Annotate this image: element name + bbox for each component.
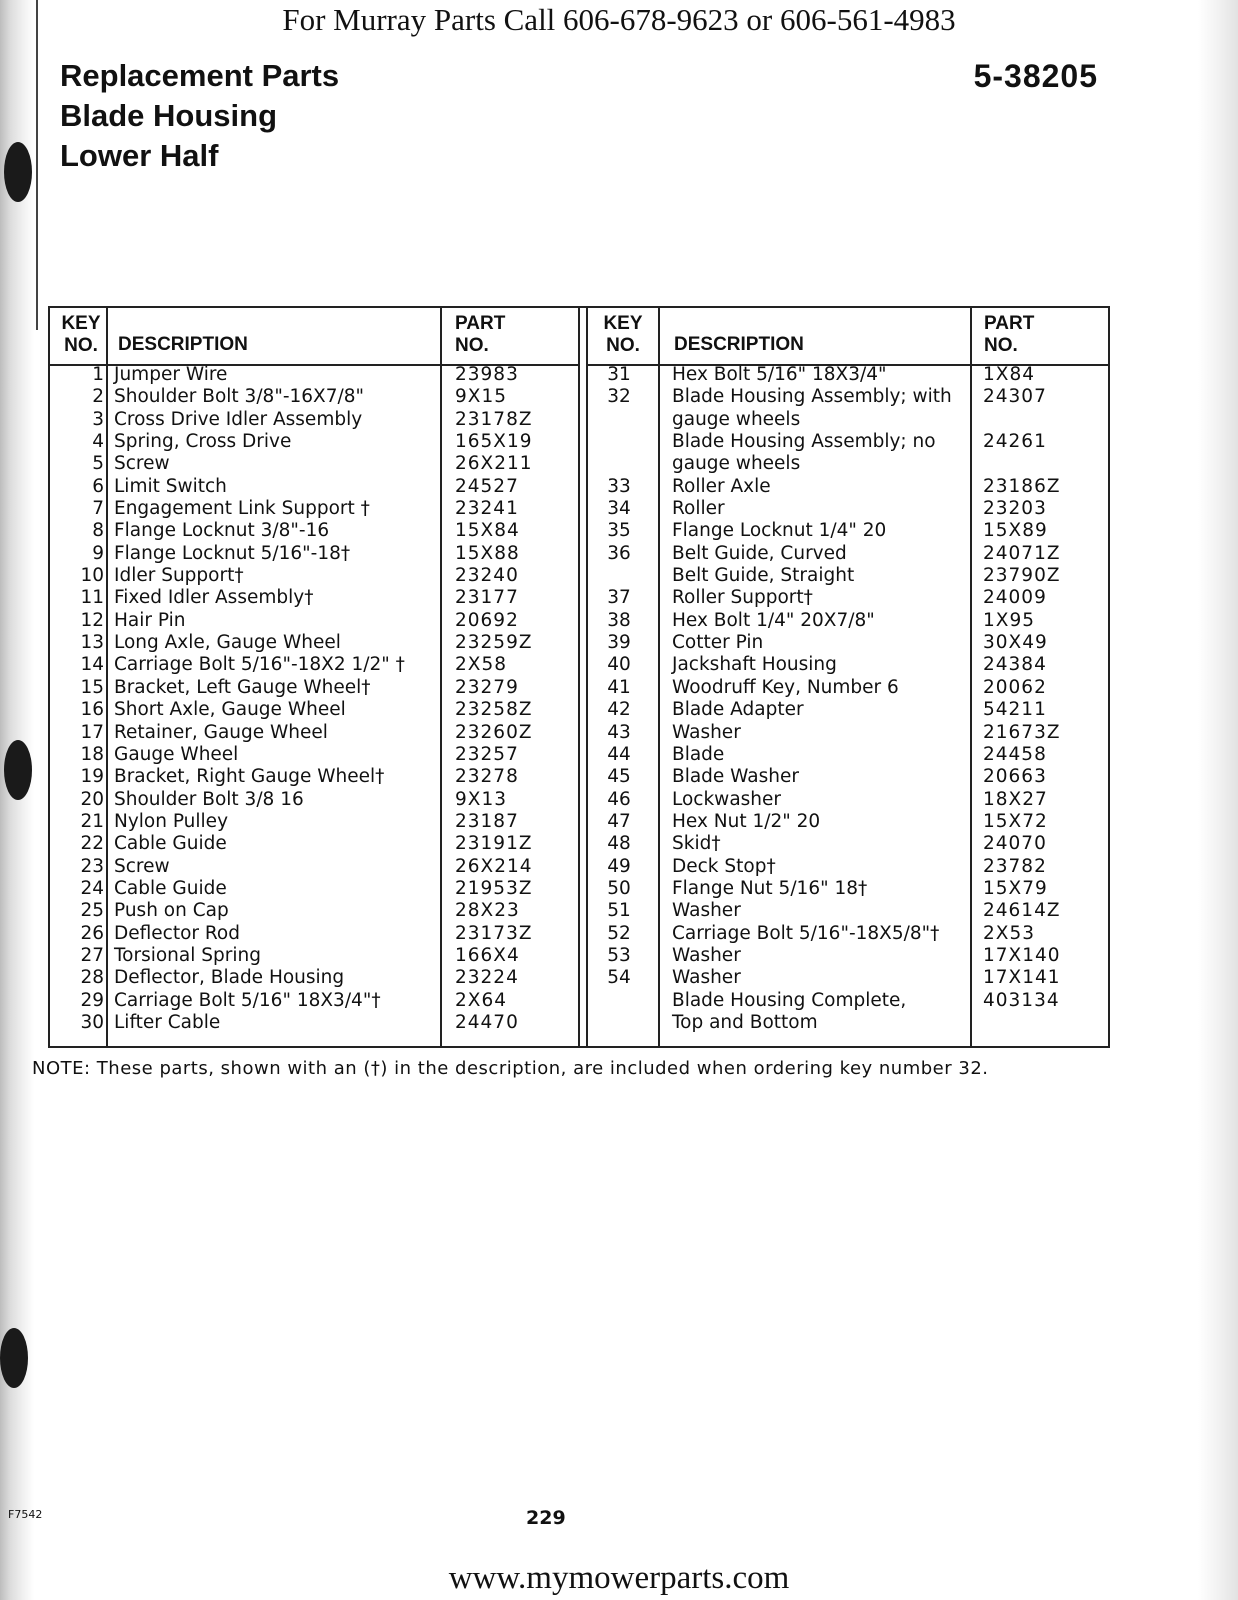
- table-row: [50, 654, 578, 676]
- table-row: [50, 766, 578, 788]
- table-row: [588, 811, 1108, 833]
- description-cell: Deck Stop†: [672, 855, 776, 877]
- key-no-cell: 19: [80, 766, 104, 788]
- part-no-cell: 26X211: [455, 453, 533, 475]
- part-no-cell: 403134: [983, 989, 1060, 1011]
- parts-table-right: [586, 308, 1108, 1046]
- table-row: [50, 632, 578, 654]
- part-no-cell: 28X23: [455, 900, 520, 922]
- key-no-cell: 49: [607, 855, 631, 877]
- key-no-cell: 12: [80, 609, 104, 631]
- description-cell: Belt Guide, Straight: [672, 565, 855, 587]
- description-cell: Engagement Link Support †: [114, 498, 370, 520]
- table-row: [50, 543, 578, 565]
- key-no-cell: 4: [92, 431, 104, 453]
- description-cell: Hex Bolt 1/4" 20X7/8": [672, 609, 875, 631]
- key-no-cell: 5: [92, 453, 104, 475]
- part-no-cell: 23224: [455, 967, 519, 989]
- table-row: [588, 1012, 1108, 1034]
- part-no-cell: 15X89: [983, 520, 1048, 542]
- description-cell: Roller Support†: [672, 587, 813, 609]
- key-no-cell: 42: [607, 699, 631, 721]
- key-no-cell: 18: [80, 743, 104, 765]
- description-cell: Skid†: [672, 833, 721, 855]
- description-cell: Shoulder Bolt 3/8"-16X7/8": [114, 386, 365, 408]
- description-cell: Lockwasher: [672, 788, 782, 810]
- key-no-cell: 9: [92, 542, 104, 564]
- key-no-cell: 11: [80, 587, 104, 609]
- part-no-cell: 17X140: [983, 944, 1061, 966]
- table-row: [588, 856, 1108, 878]
- description-cell: Idler Support†: [114, 565, 244, 587]
- key-no-cell: 35: [607, 520, 631, 542]
- table-row: [588, 409, 1108, 431]
- table-header: [588, 308, 1108, 366]
- description-cell: Screw: [114, 855, 170, 877]
- table-row: [50, 587, 578, 609]
- key-no-cell: 10: [80, 565, 104, 587]
- key-no-cell: 24: [80, 877, 104, 899]
- part-no-cell: 23257: [455, 743, 519, 765]
- table-row: [50, 453, 578, 475]
- description-cell: Belt Guide, Curved: [672, 542, 847, 564]
- table-row: [50, 364, 578, 386]
- parts-table: [48, 306, 1110, 1048]
- key-no-cell: 22: [80, 833, 104, 855]
- table-row: [588, 476, 1108, 498]
- key-no-cell: 2: [92, 386, 104, 408]
- part-no-cell: 15X84: [455, 520, 520, 542]
- description-cell: Flange Locknut 3/8"-16: [114, 520, 330, 542]
- part-no-cell: 2X64: [455, 989, 507, 1011]
- part-no-cell: 2X53: [983, 922, 1035, 944]
- description-cell: gauge wheels: [672, 453, 801, 475]
- key-no-cell: 14: [80, 654, 104, 676]
- description-cell: Shoulder Bolt 3/8 16: [114, 788, 304, 810]
- binder-hole-icon: [4, 740, 32, 800]
- contact-header: For Murray Parts Call 606-678-9623 or 606-561-4983: [282, 2, 956, 37]
- footnote: NOTE: These parts, shown with an (†) in the description, are included when ordering key number 32.: [32, 1058, 989, 1079]
- table-row: [588, 789, 1108, 811]
- key-no-cell: 43: [607, 721, 631, 743]
- key-no-cell: 36: [607, 542, 631, 564]
- table-row: [50, 789, 578, 811]
- table-row: [50, 990, 578, 1012]
- part-no-cell: 23173Z: [455, 922, 533, 944]
- part-no-cell: 165X19: [455, 431, 533, 453]
- key-no-cell: 28: [80, 967, 104, 989]
- part-no-cell: 1X84: [983, 364, 1035, 385]
- key-no-cell: 13: [80, 632, 104, 654]
- parts-table-left: [50, 308, 580, 1046]
- part-no-cell: 21673Z: [983, 721, 1061, 743]
- key-no-cell: 37: [607, 587, 631, 609]
- key-no-cell: 46: [607, 788, 631, 810]
- table-row: [588, 900, 1108, 922]
- table-row: [588, 543, 1108, 565]
- key-no-cell: 33: [607, 475, 631, 497]
- part-no-cell: 54211: [983, 699, 1047, 721]
- description-cell: Bracket, Right Gauge Wheel†: [114, 766, 385, 788]
- key-no-cell: 6: [92, 475, 104, 497]
- description-cell: Carriage Bolt 5/16" 18X3/4"†: [114, 989, 381, 1011]
- description-cell: gauge wheels: [672, 408, 801, 430]
- key-no-cell: 52: [607, 922, 631, 944]
- description-cell: Fixed Idler Assembly†: [114, 587, 314, 609]
- table-row: [588, 677, 1108, 699]
- key-no-cell: 29: [80, 989, 104, 1011]
- key-no-cell: 1: [92, 364, 104, 385]
- table-row: [588, 744, 1108, 766]
- description-cell: Cable Guide: [114, 833, 227, 855]
- table-row: [50, 476, 578, 498]
- key-no-cell: 45: [607, 766, 631, 788]
- description-cell: Deflector, Blade Housing: [114, 967, 345, 989]
- part-no-cell: 2X58: [455, 654, 507, 676]
- table-row: [588, 632, 1108, 654]
- table-row: [588, 386, 1108, 408]
- table-row: [50, 610, 578, 632]
- description-cell: Flange Locknut 1/4" 20: [672, 520, 887, 542]
- binder-hole-icon: [0, 1328, 28, 1388]
- table-row: [50, 967, 578, 989]
- part-no-cell: 9X15: [455, 386, 507, 408]
- header-key-no: KEY NO.: [61, 313, 101, 356]
- table-row: [588, 498, 1108, 520]
- part-no-cell: 23187: [455, 810, 519, 832]
- part-no-cell: 24527: [455, 475, 519, 497]
- key-no-cell: 17: [80, 721, 104, 743]
- table-row: [50, 699, 578, 721]
- key-no-cell: 32: [607, 386, 631, 408]
- description-cell: Deflector Rod: [114, 922, 240, 944]
- part-no-cell: 24009: [983, 587, 1047, 609]
- part-no-cell: 24261: [983, 431, 1047, 453]
- key-no-cell: 26: [80, 922, 104, 944]
- table-row: [50, 1012, 578, 1034]
- description-cell: Roller Axle: [672, 475, 771, 497]
- part-no-cell: 24614Z: [983, 900, 1061, 922]
- key-no-cell: 7: [92, 498, 104, 520]
- table-row: [588, 699, 1108, 721]
- table-row: [588, 766, 1108, 788]
- key-no-cell: 51: [607, 900, 631, 922]
- part-no-cell: 18X27: [983, 788, 1048, 810]
- description-cell: Washer: [672, 967, 741, 989]
- description-cell: Jumper Wire: [114, 364, 228, 385]
- model-number: 5-38205: [973, 58, 1098, 94]
- part-no-cell: 23259Z: [455, 632, 533, 654]
- description-cell: Blade Housing Assembly; no: [672, 431, 936, 453]
- part-no-cell: 23186Z: [983, 475, 1061, 497]
- description-cell: Push on Cap: [114, 900, 229, 922]
- part-no-cell: 15X79: [983, 877, 1048, 899]
- header-key-no: KEY NO.: [603, 313, 643, 356]
- table-row: [588, 722, 1108, 744]
- description-cell: Screw: [114, 453, 170, 475]
- key-no-cell: 21: [80, 810, 104, 832]
- part-no-cell: 23177: [455, 587, 519, 609]
- description-cell: Cotter Pin: [672, 632, 764, 654]
- description-cell: Hex Bolt 5/16" 18X3/4": [672, 364, 887, 385]
- table-row: [50, 744, 578, 766]
- part-no-cell: 23240: [455, 565, 519, 587]
- part-no-cell: 20663: [983, 766, 1047, 788]
- part-no-cell: 24070: [983, 833, 1047, 855]
- table-row: [50, 386, 578, 408]
- description-cell: Limit Switch: [114, 475, 227, 497]
- key-no-cell: 31: [607, 364, 631, 385]
- table-row: [588, 967, 1108, 989]
- description-cell: Hex Nut 1/2" 20: [672, 810, 821, 832]
- table-row: [50, 856, 578, 878]
- table-row: [588, 990, 1108, 1012]
- part-no-cell: 26X214: [455, 855, 533, 877]
- table-row: [588, 923, 1108, 945]
- description-cell: Blade Adapter: [672, 699, 804, 721]
- title-line-2: Blade Housing: [60, 98, 278, 133]
- table-row: [588, 610, 1108, 632]
- table-row: [588, 833, 1108, 855]
- description-cell: Hair Pin: [114, 609, 186, 631]
- key-no-cell: 47: [607, 810, 631, 832]
- key-no-cell: 23: [80, 855, 104, 877]
- key-no-cell: 38: [607, 609, 631, 631]
- key-no-cell: 40: [607, 654, 631, 676]
- key-no-cell: 44: [607, 743, 631, 765]
- key-no-cell: 54: [607, 967, 631, 989]
- description-cell: Lifter Cable: [114, 1011, 221, 1033]
- part-no-cell: 17X141: [983, 967, 1061, 989]
- description-cell: Washer: [672, 900, 741, 922]
- table-body-left: [50, 364, 578, 1034]
- part-no-cell: 20692: [455, 609, 519, 631]
- description-cell: Retainer, Gauge Wheel: [114, 721, 328, 743]
- table-row: [588, 565, 1108, 587]
- description-cell: Jackshaft Housing: [672, 654, 837, 676]
- description-cell: Cable Guide: [114, 877, 227, 899]
- table-row: [50, 565, 578, 587]
- page-number: 229: [526, 1507, 566, 1529]
- part-no-cell: 24307: [983, 386, 1047, 408]
- part-no-cell: 21953Z: [455, 877, 533, 899]
- figure-code: F7542: [8, 1508, 43, 1521]
- table-body-right: [588, 364, 1108, 1034]
- description-cell: Washer: [672, 944, 741, 966]
- key-no-cell: 27: [80, 944, 104, 966]
- part-no-cell: 23241: [455, 498, 519, 520]
- description-cell: Spring, Cross Drive: [114, 431, 292, 453]
- header-part-no: PART NO.: [455, 313, 506, 356]
- scan-shadow-right: [1198, 0, 1238, 1600]
- description-cell: Long Axle, Gauge Wheel: [114, 632, 341, 654]
- part-no-cell: 23260Z: [455, 721, 533, 743]
- table-row: [50, 811, 578, 833]
- table-row: [50, 923, 578, 945]
- title-line-3: Lower Half: [60, 138, 219, 173]
- table-row: [588, 587, 1108, 609]
- part-no-cell: 24458: [983, 743, 1047, 765]
- table-header: [50, 308, 578, 366]
- part-no-cell: 23178Z: [455, 408, 533, 430]
- table-row: [588, 364, 1108, 386]
- part-no-cell: 9X13: [455, 788, 507, 810]
- key-no-cell: 25: [80, 900, 104, 922]
- footer-url: www.mymowerparts.com: [448, 1560, 790, 1596]
- part-no-cell: 1X95: [983, 609, 1035, 631]
- description-cell: Flange Nut 5/16" 18†: [672, 877, 868, 899]
- description-cell: Roller: [672, 498, 725, 520]
- part-no-cell: 23278: [455, 766, 519, 788]
- table-row: [588, 945, 1108, 967]
- part-no-cell: 166X4: [455, 944, 520, 966]
- description-cell: Carriage Bolt 5/16"-18X5/8"†: [672, 922, 940, 944]
- part-no-cell: 23983: [455, 364, 519, 385]
- description-cell: Nylon Pulley: [114, 810, 229, 832]
- key-no-cell: 50: [607, 877, 631, 899]
- header-description: DESCRIPTION: [674, 334, 804, 355]
- part-no-cell: 23790Z: [983, 565, 1061, 587]
- key-no-cell: 30: [80, 1011, 104, 1033]
- description-cell: Blade Housing Complete,: [672, 989, 907, 1011]
- header-description: DESCRIPTION: [118, 334, 248, 355]
- key-no-cell: 53: [607, 944, 631, 966]
- key-no-cell: 20: [80, 788, 104, 810]
- part-no-cell: 23782: [983, 855, 1047, 877]
- part-no-cell: 23279: [455, 676, 519, 698]
- description-cell: Blade Washer: [672, 766, 799, 788]
- key-no-cell: 8: [92, 520, 104, 542]
- description-cell: Torsional Spring: [114, 944, 261, 966]
- description-cell: Bracket, Left Gauge Wheel†: [114, 676, 371, 698]
- key-no-cell: 15: [80, 676, 104, 698]
- table-row: [50, 520, 578, 542]
- key-no-cell: 16: [80, 699, 104, 721]
- description-cell: Top and Bottom: [672, 1011, 818, 1033]
- table-row: [588, 431, 1108, 453]
- table-row: [588, 520, 1108, 542]
- part-no-cell: 24384: [983, 654, 1047, 676]
- header-part-no: PART NO.: [984, 313, 1035, 356]
- key-no-cell: 41: [607, 676, 631, 698]
- table-row: [588, 453, 1108, 475]
- table-row: [50, 900, 578, 922]
- description-cell: Blade Housing Assembly; with: [672, 386, 952, 408]
- description-cell: Washer: [672, 721, 741, 743]
- part-no-cell: 23191Z: [455, 833, 533, 855]
- table-row: [50, 833, 578, 855]
- part-no-cell: 20062: [983, 676, 1047, 698]
- description-cell: Carriage Bolt 5/16"-18X2 1/2" †: [114, 654, 405, 676]
- description-cell: Blade: [672, 743, 725, 765]
- part-no-cell: 15X72: [983, 810, 1048, 832]
- key-no-cell: 34: [607, 498, 631, 520]
- part-no-cell: 24470: [455, 1011, 519, 1033]
- part-no-cell: 30X49: [983, 632, 1048, 654]
- description-cell: Woodruff Key, Number 6: [672, 676, 899, 698]
- title-line-1: Replacement Parts: [60, 58, 340, 93]
- description-cell: Short Axle, Gauge Wheel: [114, 699, 346, 721]
- page-title: [60, 56, 339, 176]
- table-row: [50, 878, 578, 900]
- table-row: [588, 878, 1108, 900]
- table-row: [50, 409, 578, 431]
- table-row: [50, 498, 578, 520]
- table-row: [50, 722, 578, 744]
- description-cell: Flange Locknut 5/16"-18†: [114, 542, 351, 564]
- key-no-cell: 3: [92, 408, 104, 430]
- part-no-cell: 15X88: [455, 542, 520, 564]
- key-no-cell: 48: [607, 833, 631, 855]
- key-no-cell: 39: [607, 632, 631, 654]
- table-row: [50, 431, 578, 453]
- table-row: [50, 677, 578, 699]
- table-row: [50, 945, 578, 967]
- scan-binding-line: [36, 0, 38, 330]
- binder-hole-icon: [4, 142, 32, 202]
- part-no-cell: 24071Z: [983, 542, 1061, 564]
- description-cell: Gauge Wheel: [114, 743, 239, 765]
- table-row: [588, 654, 1108, 676]
- part-no-cell: 23258Z: [455, 699, 533, 721]
- part-no-cell: 23203: [983, 498, 1047, 520]
- description-cell: Cross Drive Idler Assembly: [114, 408, 363, 430]
